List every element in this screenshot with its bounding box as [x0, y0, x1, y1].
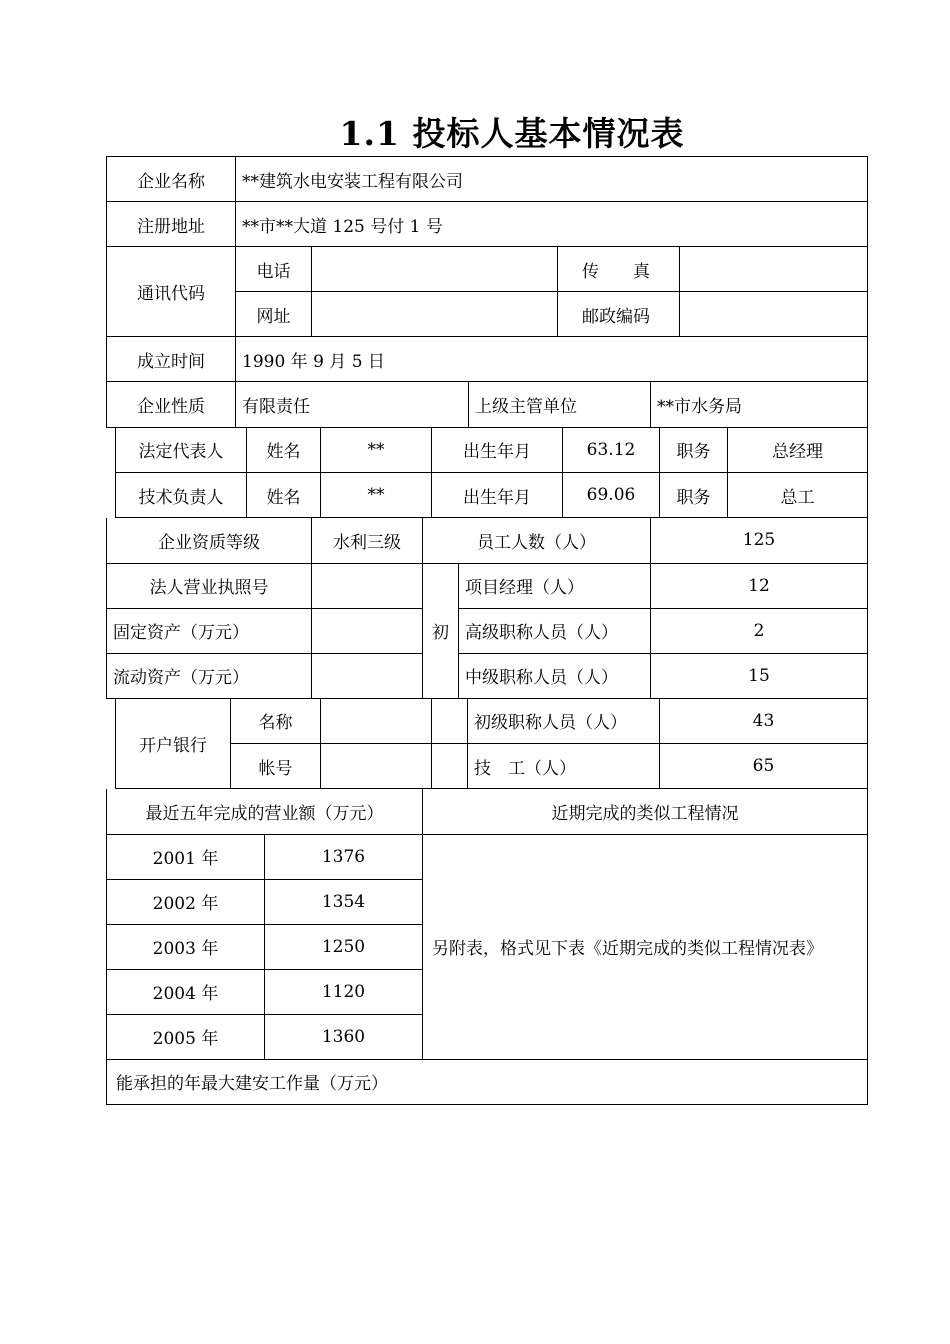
revenue-amount: 1250 — [265, 924, 423, 969]
qualification-value: 水利三级 — [312, 518, 423, 563]
revenue-block — [106, 789, 868, 1105]
table-row — [107, 202, 868, 247]
address-value: **市**大道 125 号付 1 号 — [236, 202, 868, 247]
legal-rep-name: ** — [321, 428, 432, 473]
account-spacer-cell — [432, 744, 468, 789]
table-row — [107, 247, 868, 292]
current-assets-label: 流动资产（万元） — [107, 653, 312, 698]
projects-header: 近期完成的类似工程情况 — [423, 789, 868, 834]
nature-block — [106, 382, 868, 428]
mid-value: 15 — [651, 653, 868, 698]
revenue-amount: 1120 — [265, 969, 423, 1014]
revenue-amount: 1360 — [265, 1014, 423, 1059]
revenue-amount: 1354 — [265, 879, 423, 924]
nature-value: 有限责任 — [236, 382, 469, 427]
junior-label: 初级职称人员（人） — [468, 699, 660, 744]
mid-label: 中级职称人员（人） — [459, 653, 651, 698]
qualification-label: 企业资质等级 — [107, 518, 312, 563]
legal-rep-name-label: 姓名 — [247, 428, 321, 473]
superior-value: **市水务局 — [651, 382, 868, 427]
fixed-assets-value — [312, 608, 423, 653]
table-row — [107, 1059, 868, 1104]
current-assets-value — [312, 653, 423, 698]
junior-value: 43 — [660, 699, 868, 744]
table-row — [107, 518, 868, 563]
legal-rep-title-label: 职务 — [660, 428, 728, 473]
tech-lead-title-label: 职务 — [660, 473, 728, 518]
bank-label: 开户银行 — [116, 699, 231, 789]
nature-label: 企业性质 — [107, 382, 236, 427]
company-name-label: 企业名称 — [107, 157, 236, 202]
postal-value — [680, 292, 868, 337]
staff-count-value: 125 — [651, 518, 868, 563]
table-row — [107, 382, 868, 427]
revenue-year: 2005 年 — [107, 1014, 265, 1059]
fixed-assets-label: 固定资产（万元） — [107, 608, 312, 653]
bank-spacer-cell — [432, 699, 468, 744]
staff-count-label: 员工人数（人） — [423, 518, 651, 563]
table-row — [107, 563, 868, 608]
phone-value — [312, 247, 558, 292]
account-label: 帐号 — [231, 744, 321, 789]
contact-label: 通讯代码 — [107, 247, 236, 337]
representatives-block — [115, 428, 868, 519]
founded-label: 成立时间 — [107, 337, 236, 382]
tech-lead-title: 总工 — [728, 473, 868, 518]
basic-info-block — [106, 156, 868, 382]
bidder-info-form — [106, 156, 867, 1105]
projects-note: 另附表，格式见下表《近期完成的类似工程情况表》 — [423, 834, 868, 1059]
revenue-year: 2003 年 — [107, 924, 265, 969]
tech-lead-birth-label: 出生年月 — [432, 473, 563, 518]
senior-value: 2 — [651, 608, 868, 653]
phone-label: 电话 — [236, 247, 312, 292]
qualification-block — [106, 518, 868, 699]
capacity-label: 能承担的年最大建安工作量（万元） — [107, 1059, 868, 1104]
table-row — [116, 428, 868, 473]
bank-name-label: 名称 — [231, 699, 321, 744]
address-label: 注册地址 — [107, 202, 236, 247]
bank-block — [115, 699, 868, 790]
revenue-year: 2001 年 — [107, 834, 265, 879]
table-row — [107, 337, 868, 382]
legal-rep-label: 法定代表人 — [116, 428, 247, 473]
table-row — [107, 608, 868, 653]
side-char: 初 — [423, 563, 459, 698]
table-row — [107, 653, 868, 698]
tech-lead-birth: 69.06 — [563, 473, 660, 518]
table-row — [107, 789, 868, 834]
bank-name-value — [321, 699, 432, 744]
technician-value: 65 — [660, 744, 868, 789]
license-label: 法人营业执照号 — [107, 563, 312, 608]
license-value — [312, 563, 423, 608]
table-row — [107, 834, 868, 879]
pm-value: 12 — [651, 563, 868, 608]
account-value — [321, 744, 432, 789]
revenue-year: 2004 年 — [107, 969, 265, 1014]
pm-label: 项目经理（人） — [459, 563, 651, 608]
legal-rep-birth-label: 出生年月 — [432, 428, 563, 473]
tech-lead-name: ** — [321, 473, 432, 518]
legal-rep-birth: 63.12 — [563, 428, 660, 473]
superior-label: 上级主管单位 — [469, 382, 651, 427]
revenue-amount: 1376 — [265, 834, 423, 879]
fax-label: 传 真 — [558, 247, 680, 292]
revenue-header: 最近五年完成的营业额（万元） — [107, 789, 423, 834]
postal-label: 邮政编码 — [558, 292, 680, 337]
fax-value — [680, 247, 868, 292]
website-value — [312, 292, 558, 337]
company-name-value: **建筑水电安装工程有限公司 — [236, 157, 868, 202]
senior-label: 高级职称人员（人） — [459, 608, 651, 653]
legal-rep-title: 总经理 — [728, 428, 868, 473]
website-label: 网址 — [236, 292, 312, 337]
technician-label: 技 工（人） — [468, 744, 660, 789]
table-row — [116, 699, 868, 744]
page-title: 1.1 投标人基本情况表 — [339, 114, 685, 153]
revenue-year: 2002 年 — [107, 879, 265, 924]
tech-lead-name-label: 姓名 — [247, 473, 321, 518]
table-row — [107, 157, 868, 202]
founded-value: 1990 年 9 月 5 日 — [236, 337, 868, 382]
tech-lead-label: 技术负责人 — [116, 473, 247, 518]
table-row — [116, 473, 868, 518]
